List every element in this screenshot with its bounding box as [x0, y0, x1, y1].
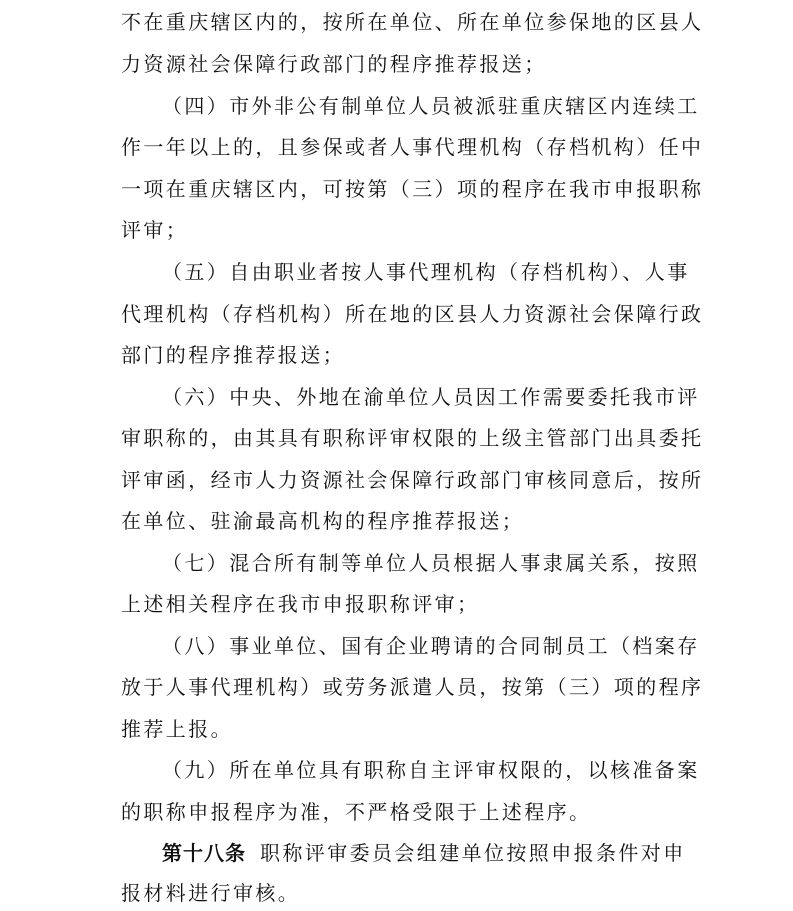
text-line: 力资源社会保障行政部门的程序推荐报送；	[121, 52, 547, 76]
text-line: 在单位、驻渝最高机构的程序推荐报送；	[121, 509, 525, 533]
text-line: 一项在重庆辖区内，可按第（三）项的程序在我市申报职称	[121, 177, 704, 201]
text-line: 推荐上报。	[121, 717, 233, 741]
text-line: 放于人事代理机构）或劳务派遣人员，按第（三）项的程序	[121, 675, 704, 699]
text-line: 的职称申报程序为准，不严格受限于上述程序。	[121, 800, 592, 824]
text-line: 部门的程序推荐报送；	[121, 343, 345, 367]
text-line: （九）所在单位具有职称自主评审权限的，以核准备案	[162, 758, 700, 782]
text-line: （四）市外非公有制单位人员被派驻重庆辖区内连续工	[162, 94, 700, 118]
text-line: 上述相关程序在我市申报职称评审；	[121, 592, 480, 616]
article-text: 职称评审委员会组建单位按照申报条件对申	[260, 841, 686, 865]
text-line: （七）混合所有制等单位人员根据人事隶属关系，按照	[162, 551, 700, 575]
article-line	[162, 836, 686, 870]
text-line: 报材料进行审核。	[121, 881, 301, 905]
text-line: 评审；	[121, 218, 189, 242]
text-line: 代理机构（存档机构）所在地的区县人力资源社会保障行政	[121, 302, 704, 326]
text-line: 审职称的，由其具有职称评审权限的上级主管部门出具委托	[121, 426, 704, 450]
text-line: （五）自由职业者按人事代理机构（存档机构）、人事	[162, 260, 690, 284]
article-label: 第十八条	[162, 841, 246, 865]
text-line: （六）中央、外地在渝单位人员因工作需要委托我市评	[162, 385, 700, 409]
text-line: 评审函，经市人力资源社会保障行政部门审核同意后，按所	[121, 468, 704, 492]
text-line: 不在重庆辖区内的，按所在单位、所在单位参保地的区县人	[121, 10, 704, 34]
text-line: 作一年以上的，且参保或者人事代理机构（存档机构）任中	[121, 135, 704, 159]
text-line: （八）事业单位、国有企业聘请的合同制员工（档案存	[162, 634, 700, 658]
